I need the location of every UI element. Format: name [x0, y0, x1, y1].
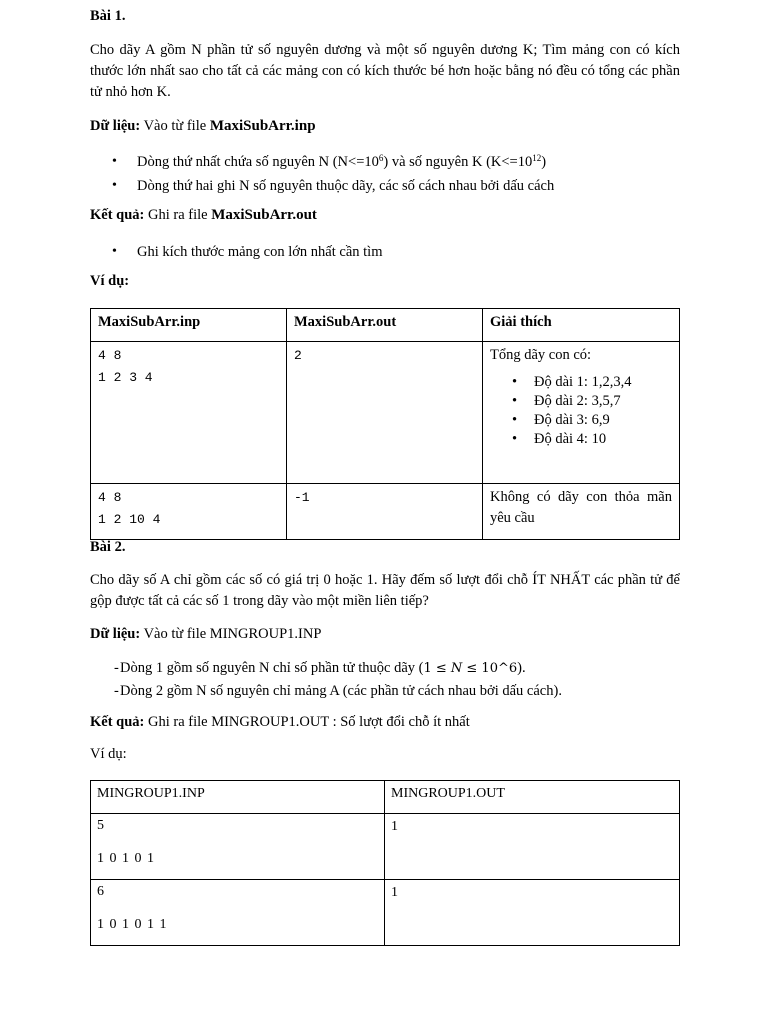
- bai1-input-label: Dữ liệu:: [90, 118, 141, 134]
- bai2-input-line: [90, 626, 321, 643]
- bai1-title: Bài 1.: [90, 8, 126, 24]
- bai1-input-line: [90, 118, 316, 135]
- table-header-row: [91, 781, 680, 814]
- table-cell: 4 8 1 2 3 4: [98, 348, 153, 385]
- table-header: MaxiSubArr.inp: [98, 314, 201, 330]
- table-cell: Tổng dãy con có: • Độ dài 1: 1,2,3,4 • Độ dài 2: 3,5,7 • Độ dài 3: 6,9 • Độ dài 4: 10: [483, 342, 679, 452]
- table-cell: 1: [391, 819, 398, 834]
- bai2-output-text: Ghi ra file MINGROUP1.OUT : Số lượt đổi chỗ ít nhất: [148, 714, 470, 730]
- bai1-example-table: [90, 308, 680, 540]
- list-item: • Độ dài 1: 1,2,3,4: [490, 373, 672, 392]
- list-item: • Độ dài 3: 6,9: [490, 411, 672, 430]
- explain-list: [490, 373, 672, 449]
- list-item: • Độ dài 2: 3,5,7: [490, 392, 672, 411]
- table-row: [91, 880, 680, 946]
- table-header: Giải thích: [490, 314, 552, 330]
- list-item: - Dòng 1 gồm số nguyên N chỉ số phần tử thuộc dãy (1 ≤ 𝑁 ≤ 10^6).: [90, 657, 562, 680]
- bai1-problem: Cho dãy A gồm N phần tử số nguyên dương và một số nguyên dương K; Tìm mảng con có kích thước lớn nhất sao cho tất cả các mảng con có kích thước bé hơn hoặc bằng nó đều có tổng các phần tử nhỏ hơn K.: [90, 42, 680, 100]
- list-item: • Dòng thứ nhất chứa số nguyên N $(N<=10^6)$ và số nguyên K $(K<=10^{12})$: [110, 150, 554, 174]
- bai2-title: Bài 2.: [90, 539, 126, 555]
- table-cell: 4 8 1 2 10 4: [98, 490, 161, 527]
- bai2-output-label: Kết quả:: [90, 714, 145, 730]
- bai2-problem: Cho dãy số A chỉ gồm các số có giá trị 0 hoặc 1. Hãy đếm số lượt đổi chỗ ÍT NHẤT các phần tử để gộp được tất cả các số 1 trong dãy vào một miền liên tiếp?: [90, 572, 680, 609]
- bai1-output-text: Ghi ra file: [148, 207, 208, 223]
- bai2-example-table: [90, 780, 680, 946]
- bai1-example-label: Ví dụ:: [90, 273, 130, 289]
- table-cell: 6 1 0 1 0 1 1: [97, 884, 168, 932]
- bai1-output-label: Kết quả:: [90, 207, 145, 223]
- table-row: [91, 814, 680, 880]
- bai1-output-file: MaxiSubArr.out: [211, 207, 317, 223]
- list-item: • Dòng thứ hai ghi N số nguyên thuộc dãy, các số cách nhau bởi dấu cách: [110, 174, 554, 198]
- bai1-input-text: Vào từ file: [143, 118, 207, 134]
- bai1-output-line: [90, 207, 317, 224]
- bai2-input-label: Dữ liệu:: [90, 626, 141, 642]
- table-header: MaxiSubArr.out: [294, 314, 397, 330]
- list-item: • Độ dài 4: 10: [490, 430, 672, 449]
- bai2-output-line: [90, 714, 470, 731]
- table-cell: 2: [294, 348, 302, 363]
- table-row: [91, 484, 680, 540]
- bai2-example-label: Ví dụ:: [90, 746, 127, 762]
- table-header-row: [91, 309, 680, 342]
- table-cell: 5 1 0 1 0 1: [97, 818, 155, 866]
- table-row: [91, 342, 680, 484]
- list-item: - Dòng 2 gồm N số nguyên chỉ mảng A (các phần tử cách nhau bởi dấu cách).: [90, 680, 562, 703]
- table-header: MINGROUP1.OUT: [391, 786, 505, 801]
- table-cell: -1: [294, 490, 310, 505]
- bai1-input-file: MaxiSubArr.inp: [209, 118, 316, 134]
- bai2-input-list: [90, 657, 562, 703]
- bai2-input-text: Vào từ file MINGROUP1.INP: [143, 626, 322, 642]
- bai1-input-list: [110, 150, 554, 198]
- table-cell: 1: [391, 885, 398, 900]
- table-header: MINGROUP1.INP: [97, 786, 205, 801]
- table-cell: Không có dãy con thỏa mãn yêu cầu: [490, 489, 672, 526]
- list-item: • Ghi kích thước mảng con lớn nhất cần tìm: [110, 240, 382, 264]
- bai1-output-list: [110, 240, 382, 264]
